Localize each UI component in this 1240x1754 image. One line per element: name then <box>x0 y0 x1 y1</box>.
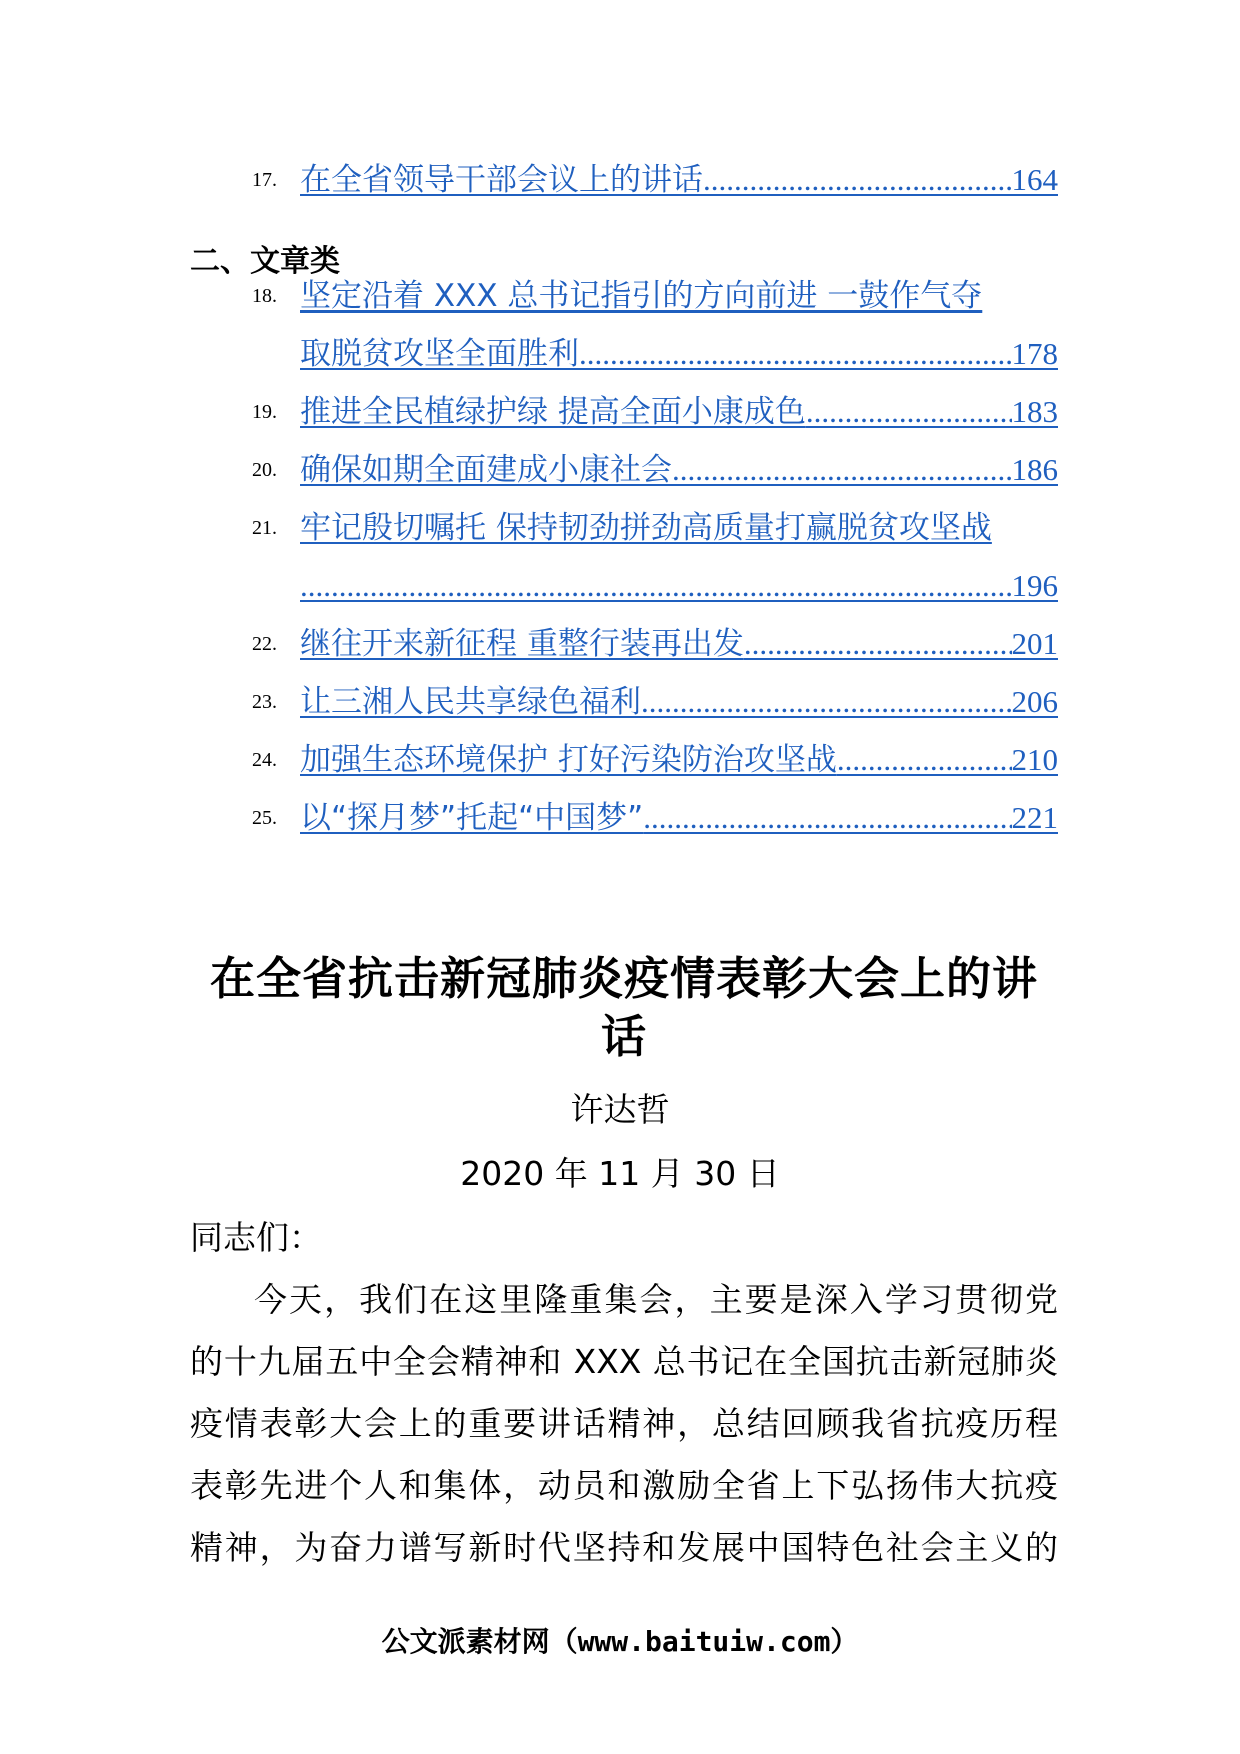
toc-link[interactable] <box>300 624 1058 664</box>
toc-number: 23. <box>252 691 277 713</box>
toc-leader-dots <box>643 798 1011 838</box>
toc-title: 推进全民植绿护绿 提高全面小康成色 <box>300 394 806 430</box>
toc-link[interactable] <box>300 740 1058 780</box>
toc-page-number: 206 <box>1011 684 1058 719</box>
toc-page-number: 196 <box>1011 568 1058 603</box>
toc-entry <box>252 614 1058 664</box>
toc-leader-dots <box>641 682 1012 722</box>
paragraph-line: 的十九届五中全会精神和 XXX 总书记在全国抗击新冠肺炎 <box>190 1342 1058 1381</box>
toc-number: 22. <box>252 633 277 655</box>
toc-page-number: 178 <box>1011 336 1058 371</box>
article-title <box>190 950 1058 1066</box>
toc-leader-dots <box>806 392 1012 432</box>
toc-title: 牢记殷切嘱托 保持韧劲拼劲高质量打赢脱贫攻坚战 <box>300 510 992 546</box>
toc-link[interactable] <box>300 682 1058 722</box>
toc-number: 21. <box>252 517 277 539</box>
toc-link[interactable] <box>300 450 1058 490</box>
toc-page-number: 210 <box>1011 742 1058 777</box>
toc-title: 在全省领导干部会议上的讲话 <box>300 162 703 198</box>
toc-link[interactable] <box>300 334 1058 374</box>
toc-number: 18. <box>252 285 277 307</box>
toc-number: 25. <box>252 807 277 829</box>
section-heading: 二、文章类 <box>190 244 340 279</box>
toc-link[interactable] <box>300 798 1058 838</box>
toc-page-number: 186 <box>1011 452 1058 487</box>
salutation: 同志们： <box>190 1218 322 1257</box>
toc-title: 以“探月梦”托起“中国梦” <box>300 800 644 836</box>
article-author: 许达哲 <box>570 1090 670 1129</box>
toc-entry <box>252 730 1058 780</box>
toc-page-number: 221 <box>1011 800 1058 835</box>
toc-entry <box>252 672 1058 722</box>
toc-title: 继往开来新征程 重整行装再出发 <box>300 626 744 662</box>
article-title-line: 在全省抗击新冠肺炎疫情表彰大会上的讲 <box>209 952 1038 1005</box>
toc-title: 坚定沿着 XXX 总书记指引的方向前进 一鼓作气夺 <box>300 278 983 314</box>
article-title-line: 话 <box>600 1010 647 1063</box>
paragraph-line: 疫情表彰大会上的重要讲话精神，总结回顾我省抗疫历程 <box>190 1404 1058 1443</box>
toc-leader-dots <box>837 740 1012 780</box>
toc-title-continuation: 取脱贫攻坚全面胜利 <box>300 336 579 372</box>
toc-link[interactable] <box>300 392 1058 432</box>
toc-page-number: 201 <box>1011 626 1058 661</box>
page-footer: 公文派素材网（www.baituiw.com） <box>381 1625 859 1658</box>
toc-entry <box>252 150 1058 200</box>
toc-leader-dots <box>300 566 1012 606</box>
toc-leader-dots <box>744 624 1012 664</box>
toc-entry-continuation <box>300 556 1058 606</box>
toc-number: 24. <box>252 749 277 771</box>
toc-number: 17. <box>252 169 277 191</box>
toc-number: 19. <box>252 401 277 423</box>
toc-entry <box>252 498 1058 548</box>
toc-leader-dots <box>703 160 1012 200</box>
toc-page-number: 164 <box>1011 162 1058 197</box>
toc-link[interactable] <box>300 566 1058 606</box>
paragraph-line: 精神，为奋力谱写新时代坚持和发展中国特色社会主义的 <box>190 1528 1058 1567</box>
toc-leader-dots <box>579 334 1012 374</box>
toc-entry <box>252 440 1058 490</box>
toc-entry <box>252 788 1058 838</box>
toc-entry <box>252 382 1058 432</box>
toc-title: 让三湘人民共享绿色福利 <box>300 684 641 720</box>
article-date: 2020 年 11 月 30 日 <box>460 1154 780 1193</box>
toc-link[interactable] <box>300 276 1058 316</box>
toc-link[interactable] <box>300 160 1058 200</box>
paragraph-line: 表彰先进个人和集体，动员和激励全省上下弘扬伟大抗疫 <box>190 1466 1058 1505</box>
toc-number: 20. <box>252 459 277 481</box>
toc-leader-dots <box>672 450 1012 490</box>
paragraph-line: 今天，我们在这里隆重集会，主要是深入学习贯彻党 <box>254 1280 1058 1319</box>
toc-title: 加强生态环境保护 打好污染防治攻坚战 <box>300 742 837 778</box>
toc-page-number: 183 <box>1011 394 1058 429</box>
toc-link[interactable] <box>300 508 1058 548</box>
toc-entry <box>252 266 1058 316</box>
toc-title: 确保如期全面建成小康社会 <box>300 452 672 488</box>
toc-entry-continuation <box>300 324 1058 374</box>
